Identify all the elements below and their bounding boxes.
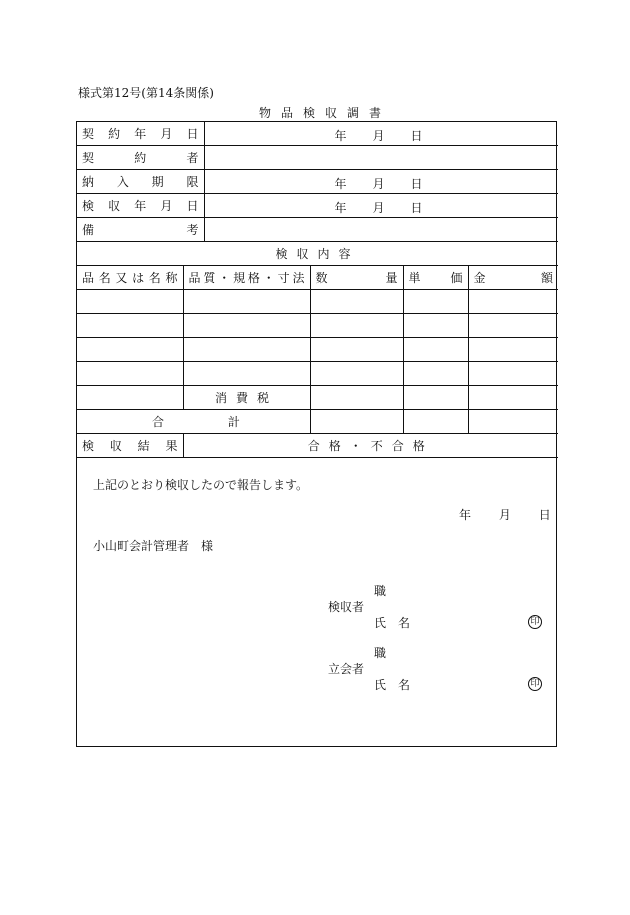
result-row bbox=[77, 434, 558, 458]
seal-icon: 印 bbox=[528, 615, 542, 629]
form-number: 様式第12号(第14条関係) bbox=[78, 86, 214, 100]
day-unit: 日 bbox=[410, 201, 423, 215]
delivery-deadline-label: 納入期限 bbox=[77, 170, 204, 194]
tax-row bbox=[77, 386, 558, 410]
col-unit-price: 単 価 bbox=[403, 266, 468, 290]
addressee: 小山町会計管理者 様 bbox=[93, 539, 214, 553]
info-row-remarks bbox=[77, 218, 558, 242]
document-title: 物品検収調書 bbox=[258, 106, 391, 120]
report-date[interactable]: 年 月 日 bbox=[459, 508, 551, 522]
col-spec: 品質・規格・寸法 bbox=[183, 266, 310, 290]
form-frame bbox=[76, 121, 557, 747]
col-item-name: 品名又は名称 bbox=[77, 266, 183, 290]
table-row bbox=[77, 314, 558, 338]
remarks-label: 備考 bbox=[77, 218, 204, 242]
section-title: 検収内容 bbox=[77, 242, 558, 266]
result-value[interactable]: 合格・不合格 bbox=[183, 434, 558, 458]
witness-role: 立会者 bbox=[328, 662, 365, 676]
day-unit: 日 bbox=[410, 177, 423, 191]
total-row bbox=[77, 410, 558, 434]
contractor-value[interactable] bbox=[204, 146, 558, 170]
remarks-value[interactable] bbox=[204, 218, 558, 242]
year-unit: 年 bbox=[334, 129, 347, 143]
info-row-delivery-deadline bbox=[77, 170, 558, 194]
seal-icon: 印 bbox=[528, 677, 542, 691]
contractor-label: 契約者 bbox=[77, 146, 204, 170]
inspection-table bbox=[77, 122, 558, 458]
info-row-contractor bbox=[77, 146, 558, 170]
delivery-deadline-value[interactable] bbox=[204, 170, 558, 194]
contract-date-value[interactable] bbox=[204, 122, 558, 146]
month-unit: 月 bbox=[372, 129, 385, 143]
col-quantity: 数 量 bbox=[310, 266, 403, 290]
year-unit: 年 bbox=[334, 201, 347, 215]
witness-name-label: 氏 名 bbox=[374, 678, 411, 692]
inspector-role: 検収者 bbox=[328, 600, 365, 614]
inspector-position-label: 職 bbox=[374, 584, 387, 598]
section-title-row bbox=[77, 242, 558, 266]
year-unit: 年 bbox=[334, 177, 347, 191]
info-row-inspection-date bbox=[77, 194, 558, 218]
table-row bbox=[77, 362, 558, 386]
total-label: 合 計 bbox=[77, 410, 310, 434]
table-row bbox=[77, 338, 558, 362]
result-label: 検収結果 bbox=[77, 434, 183, 458]
inspector-name-label: 氏 名 bbox=[374, 616, 411, 630]
contract-date-label: 契約年月日 bbox=[77, 122, 204, 146]
info-row-contract-date bbox=[77, 122, 558, 146]
witness-position-label: 職 bbox=[374, 646, 387, 660]
table-row bbox=[77, 290, 558, 314]
tax-label: 消費税 bbox=[183, 386, 310, 410]
month-unit: 月 bbox=[372, 177, 385, 191]
inspection-date-label: 検収年月日 bbox=[77, 194, 204, 218]
column-header-row bbox=[77, 266, 558, 290]
report-statement: 上記のとおり検収したので報告します。 bbox=[93, 478, 309, 492]
col-amount: 金 額 bbox=[468, 266, 558, 290]
month-unit: 月 bbox=[372, 201, 385, 215]
day-unit: 日 bbox=[410, 129, 423, 143]
inspection-date-value[interactable] bbox=[204, 194, 558, 218]
